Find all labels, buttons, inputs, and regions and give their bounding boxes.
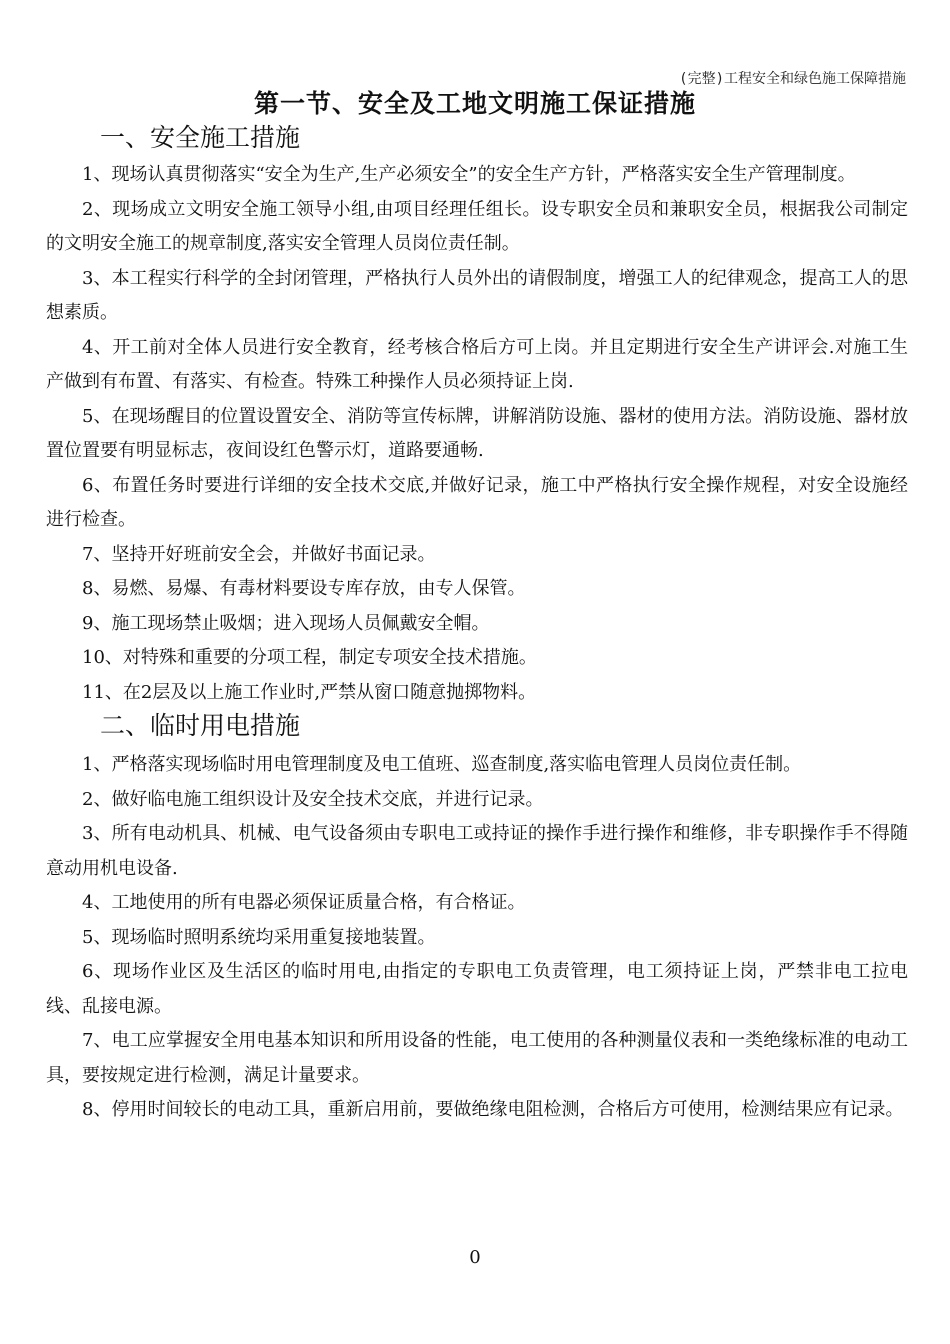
- document-header: (完整)工程安全和绿色施工保障措施: [679, 71, 906, 87]
- paragraph: 2、做好临电施工组织设计及安全技术交底，并进行记录。: [82, 788, 544, 810]
- section-heading-electricity: 二、临时用电措施: [100, 711, 301, 740]
- paragraph: 7、电工应掌握安全用电基本知识和所用设备的性能，电工使用的各种测量仪表和一类绝缘标准的电动工具，要按规定进行检测，满足计量要求。: [46, 1030, 908, 1086]
- paragraph: 6、现场作业区及生活区的临时用电,由指定的专职电工负责管理，电工须持证上岗，严禁非电工拉电线、乱接电源。: [46, 961, 908, 1017]
- paragraph: 8、停用时间较长的电动工具，重新启用前，要做绝缘电阻检测，合格后方可使用，检测结果应有记录。: [82, 1099, 904, 1120]
- paragraph: 6、布置任务时要进行详细的安全技术交底,并做好记录，施工中严格执行安全操作规程，对安全设施经进行检查。: [46, 474, 908, 530]
- paragraph: 4、开工前对全体人员进行安全教育，经考核合格后方可上岗。并且定期进行安全生产讲评会.对施工生产做到有布置、有落实、有检查。特殊工种操作人员必须持证上岗.: [46, 336, 908, 392]
- paragraph: 8、易燃、易爆、有毒材料要设专库存放，由专人保管。: [82, 578, 526, 599]
- page-title: 第一节、安全及工地文明施工保证措施: [253, 89, 696, 118]
- document-body: [46, 118, 908, 1128]
- paragraph: 3、所有电动机具、机械、电气设备须由专职电工或持证的操作手进行操作和维修，非专职操作手不得随意动用机电设备.: [46, 823, 908, 879]
- paragraph: 1、严格落实现场临时用电管理制度及电工值班、巡查制度,落实临电管理人员岗位责任制。: [82, 754, 802, 775]
- paragraph: 2、现场成立文明安全施工领导小组,由项目经理任组长。设专职安全员和兼职安全员，根据我公司制定的文明安全施工的规章制度,落实安全管理人员岗位责任制。: [46, 198, 908, 254]
- paragraph: 7、坚持开好班前安全会，并做好书面记录。: [82, 543, 436, 565]
- paragraph: 4、工地使用的所有电器必须保证质量合格，有合格证。: [82, 892, 526, 913]
- paragraph: 3、本工程实行科学的全封闭管理，严格执行人员外出的请假制度，增强工人的纪律观念，提高工人的思想素质。: [46, 267, 908, 323]
- paragraph: 5、在现场醒目的位置设置安全、消防等宣传标牌，讲解消防设施、器材的使用方法。消防设施、器材放置位置要有明显标志，夜间设红色警示灯，道路要通畅.: [46, 405, 908, 461]
- paragraph: 1、现场认真贯彻落实“安全为生产,生产必须安全”的安全生产方针，严格落实安全生产管理制度。: [82, 164, 856, 185]
- paragraph: 5、现场临时照明系统均采用重复接地装置。: [82, 926, 436, 948]
- section-heading-safety: 一、安全施工措施: [100, 123, 301, 152]
- page-number: 0: [469, 1247, 481, 1268]
- paragraph: 10、对特殊和重要的分项工程，制定专项安全技术措施。: [82, 647, 537, 668]
- paragraph: 11、在2层及以上施工作业时,严禁从窗口随意抛掷物料。: [82, 681, 537, 703]
- paragraph: 9、施工现场禁止吸烟；进入现场人员佩戴安全帽。: [82, 612, 490, 634]
